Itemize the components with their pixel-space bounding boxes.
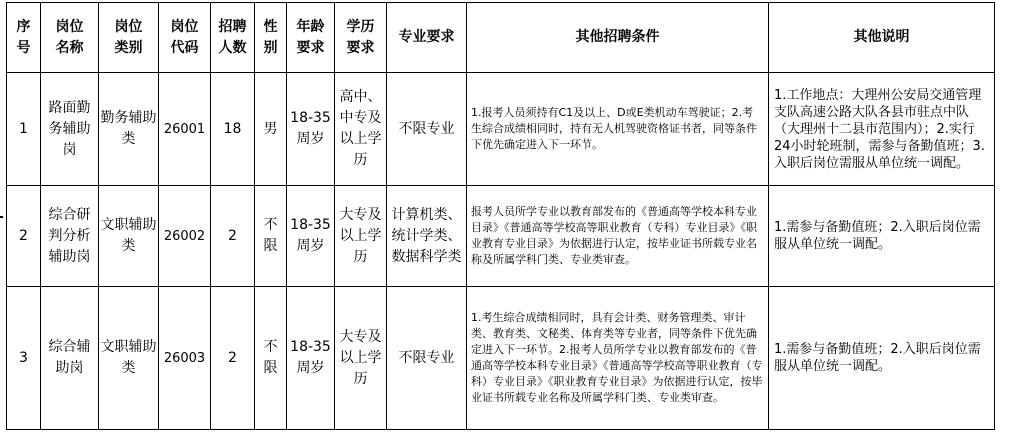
header-gender: 性 别	[255, 3, 287, 73]
cell-count: 18	[211, 73, 255, 186]
cell-type: 文职辅助 类	[99, 186, 159, 287]
cell-other-conditions: 1.报考人员须持有C1及以上、D或E类机动车驾驶证；2.考生综合成绩相同时，持有无人机驾驶资格证书者，同等条件下优先确定进入下一环节。	[467, 73, 769, 186]
cell-count: 2	[211, 287, 255, 430]
header-code: 岗位 代码	[159, 3, 211, 73]
header-other: 其他招聘条件	[467, 3, 769, 73]
cell-gender: 不 限	[255, 287, 287, 430]
header-edu: 学历 要求	[335, 3, 387, 73]
header-row	[7, 3, 995, 73]
cell-type: 文职辅助 类	[99, 287, 159, 430]
cell-code: 26002	[159, 186, 211, 287]
cell-code: 26001	[159, 73, 211, 186]
cell-seq: 1	[7, 73, 41, 186]
cell-seq: 2	[7, 186, 41, 287]
cell-edu: 高中、 中专及 以上学 历	[335, 73, 387, 186]
cell-major: 计算机类、统计学类、数据科学类	[387, 186, 467, 287]
row-marker	[0, 216, 3, 218]
cell-code: 26003	[159, 287, 211, 430]
cell-count: 2	[211, 186, 255, 287]
cell-other-conditions: 报考人员所学专业以教育部发布的《普通高等学校本科专业目录》《普通高等学校高等职业教育（专科）专业目录》《职业教育专业目录》为依据进行认定，按毕业证书所载专业名称及所属学科门类、专业类审查。	[467, 186, 769, 287]
table-row	[7, 287, 995, 430]
recruitment-table	[6, 2, 995, 430]
cell-seq: 3	[7, 287, 41, 430]
cell-note: 1.需参与备勤值班；2.入职后岗位需服从单位统一调配。	[769, 287, 995, 430]
header-age: 年龄 要求	[287, 3, 335, 73]
header-seq: 序 号	[7, 3, 41, 73]
cell-age: 18-35 周岁	[287, 287, 335, 430]
table-row	[7, 73, 995, 186]
header-type: 岗位 类别	[99, 3, 159, 73]
header-major: 专业要求	[387, 3, 467, 73]
cell-age: 18-35 周岁	[287, 73, 335, 186]
cell-name: 综合辅 助岗	[41, 287, 99, 430]
cell-name: 综合研 判分析 辅助岗	[41, 186, 99, 287]
cell-major: 不限专业	[387, 287, 467, 430]
cell-edu: 大专及 以上学 历	[335, 287, 387, 430]
table-row	[7, 186, 995, 287]
header-note: 其他说明	[769, 3, 995, 73]
header-count: 招聘 人数	[211, 3, 255, 73]
cell-edu: 大专及 以上学 历	[335, 186, 387, 287]
cell-note: 1.需参与备勤值班；2.入职后岗位需服从单位统一调配。	[769, 186, 995, 287]
cell-gender: 男	[255, 73, 287, 186]
cell-name: 路面勤 务辅助 岗	[41, 73, 99, 186]
cell-gender: 不 限	[255, 186, 287, 287]
cell-age: 18-35 周岁	[287, 186, 335, 287]
cell-other-conditions: 1.考生综合成绩相同时，具有会计类、财务管理类、审计类、教育类、文秘类、体育类等专业者，同等条件下优先确定进入下一环节。2.报考人员所学专业以教育部发布的《普通高等学校本科专业目录》《普通高等学校高等职业教育（专科）专业目录》《职业教育专业目录》为依据进行认定，按毕业证书所载专业名称及所属学科门类、专业类审查。	[467, 287, 769, 430]
header-name: 岗位 名称	[41, 3, 99, 73]
cell-major: 不限专业	[387, 73, 467, 186]
cell-note: 1.工作地点：大理州公安局交通管理支队高速公路大队各县市驻点中队（大理州十二县市范围内）；2.实行24小时轮班制，需参与备勤值班；3.入职后岗位需服从单位统一调配。	[769, 73, 995, 186]
cell-type: 勤务辅助 类	[99, 73, 159, 186]
